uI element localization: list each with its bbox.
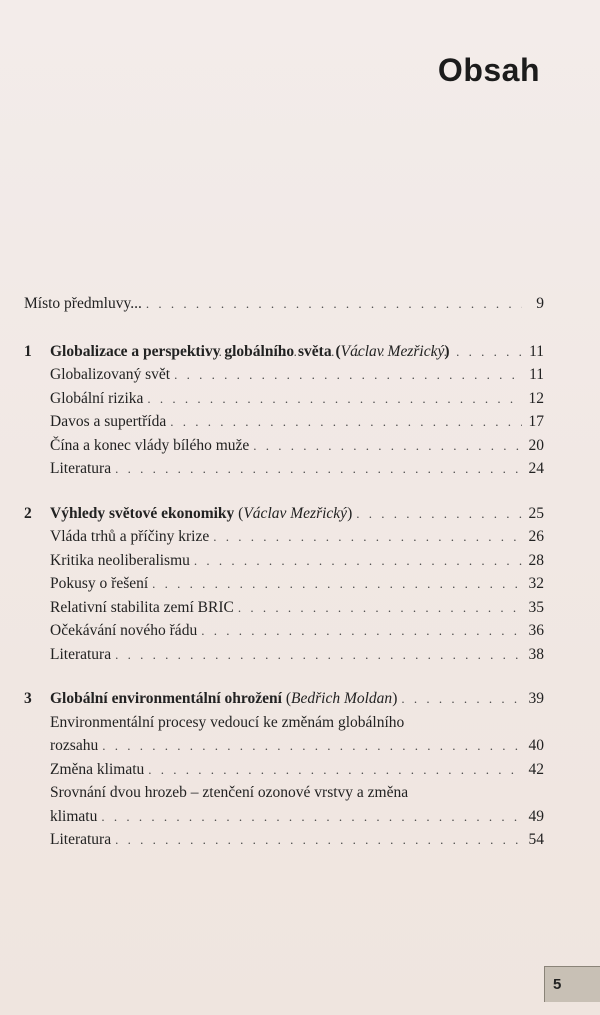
chapter-author: Bedřich Moldan bbox=[291, 690, 393, 707]
toc-page-number: 36 bbox=[528, 622, 544, 639]
dot-leader bbox=[146, 292, 522, 316]
dot-leader bbox=[253, 434, 522, 458]
toc-section[interactable] bbox=[50, 758, 544, 782]
page-title: Obsah bbox=[437, 52, 540, 88]
toc-section[interactable] bbox=[50, 781, 544, 828]
toc-section-label: Čína a konec vlády bílého muže bbox=[50, 436, 250, 454]
toc-section[interactable] bbox=[50, 643, 544, 667]
dot-leader bbox=[170, 410, 522, 434]
dot-leader bbox=[356, 502, 522, 526]
toc-entry-label: Místo předmluvy... bbox=[24, 295, 142, 312]
chapter-heading[interactable]: 2 Výhledy světové ekonomiky (Václav Mezřický) . . . 25 bbox=[24, 502, 544, 526]
toc-section[interactable] bbox=[50, 457, 544, 481]
toc-page-number: 11 bbox=[529, 342, 544, 360]
toc-section-label: Literatura bbox=[50, 645, 112, 663]
chapter-number: 1 bbox=[24, 342, 32, 360]
table-of-contents bbox=[24, 292, 544, 873]
toc-page-number: 32 bbox=[528, 575, 544, 592]
dot-leader bbox=[401, 687, 522, 711]
toc-section[interactable] bbox=[50, 387, 544, 411]
toc-page-number: 25 bbox=[528, 504, 544, 522]
dot-leader bbox=[148, 758, 522, 782]
toc-page-number: 42 bbox=[528, 760, 544, 778]
toc-section[interactable] bbox=[50, 549, 544, 573]
chapter-number: 2 bbox=[24, 504, 32, 522]
toc-section-label-line1: Srovnání dvou hrozeb – ztenčení ozonové vrstvy a změna bbox=[50, 784, 409, 801]
toc-chapter-2 bbox=[24, 502, 544, 667]
toc-page-number: 40 bbox=[528, 737, 544, 754]
toc-page-number: 20 bbox=[528, 436, 544, 454]
toc-page-number: 24 bbox=[528, 460, 544, 477]
dot-leader bbox=[152, 572, 522, 596]
toc-section[interactable] bbox=[50, 596, 544, 620]
toc-page-number: 39 bbox=[528, 690, 544, 707]
toc-page-number: 38 bbox=[528, 645, 544, 663]
section-list bbox=[50, 525, 544, 666]
toc-page-number: 35 bbox=[528, 598, 544, 616]
toc-page-number: 9 bbox=[536, 295, 544, 312]
toc-section[interactable] bbox=[50, 434, 544, 458]
dot-leader bbox=[102, 734, 522, 758]
dot-leader bbox=[238, 596, 522, 620]
toc-section-label: Literatura bbox=[50, 460, 112, 477]
toc-entry-preface[interactable] bbox=[24, 292, 544, 316]
toc-section[interactable] bbox=[50, 828, 544, 852]
toc-page-number: 54 bbox=[528, 831, 544, 848]
dot-leader bbox=[213, 525, 522, 549]
dot-leader bbox=[194, 549, 522, 573]
chapter-title: Globální environmentální ohrožení bbox=[50, 690, 282, 707]
chapter-heading[interactable]: 3 Globální environmentální ohrožení (Bedřich Moldan) . . . 39 bbox=[24, 687, 544, 711]
toc-section-label-line1: Environmentální procesy vedoucí ke změnám globálního bbox=[50, 713, 405, 731]
toc-section-label: rozsahu bbox=[50, 737, 99, 754]
toc-section-label: Globalizovaný svět bbox=[50, 366, 171, 383]
dot-leader bbox=[174, 363, 522, 387]
chapter-author: Václav Mezřický bbox=[243, 504, 348, 522]
toc-section[interactable] bbox=[50, 711, 544, 758]
dot-leader bbox=[147, 387, 522, 411]
toc-section-label: Globální rizika bbox=[50, 389, 144, 407]
dot-leader bbox=[115, 828, 522, 852]
toc-section-label: Změna klimatu bbox=[50, 760, 145, 778]
toc-chapter-1 bbox=[24, 340, 544, 481]
toc-section-label: Pokusy o řešení bbox=[50, 575, 149, 592]
chapter-heading[interactable]: 1 Globalizace a perspektivy globálního světa (Václav Mezřický) bbox=[24, 340, 544, 364]
toc-page-number: 49 bbox=[528, 807, 544, 825]
toc-section[interactable] bbox=[50, 525, 544, 549]
toc-page-number: 11 bbox=[529, 366, 544, 383]
toc-section-label: Davos a supertřída bbox=[50, 413, 167, 430]
dot-leader bbox=[115, 643, 522, 667]
chapter-title: Výhledy světové ekonomiky bbox=[50, 504, 235, 522]
toc-page-number: 17 bbox=[528, 413, 544, 430]
chapter-page-line bbox=[50, 340, 544, 364]
toc-section-label: Relativní stabilita zemí BRIC bbox=[50, 598, 234, 616]
toc-section-label: Kritika neoliberalismu bbox=[50, 551, 190, 569]
toc-section[interactable] bbox=[50, 410, 544, 434]
toc-page-number: 26 bbox=[528, 528, 544, 545]
section-list bbox=[50, 363, 544, 481]
toc-page-number: 12 bbox=[528, 389, 544, 407]
dot-leader bbox=[101, 805, 522, 829]
toc-section[interactable] bbox=[50, 363, 544, 387]
section-list bbox=[50, 711, 544, 852]
toc-section[interactable] bbox=[50, 619, 544, 643]
page-number-badge: 5 bbox=[544, 966, 600, 1002]
toc-section-label: Literatura bbox=[50, 831, 112, 848]
toc-section-label: klimatu bbox=[50, 807, 98, 825]
chapter-author: Václav Mezřický bbox=[340, 342, 445, 360]
toc-section-label: Vláda trhů a příčiny krize bbox=[50, 528, 210, 545]
toc-section-label: Očekávání nového řádu bbox=[50, 622, 198, 639]
toc-section[interactable] bbox=[50, 572, 544, 596]
chapter-number: 3 bbox=[24, 690, 32, 707]
dot-leader bbox=[115, 457, 522, 481]
dot-leader bbox=[201, 619, 522, 643]
toc-page-number: 28 bbox=[528, 551, 544, 569]
toc-chapter-3 bbox=[24, 687, 544, 852]
dot-leader bbox=[119, 340, 522, 364]
chapter-title: Globalizace a perspektivy globálního světa bbox=[50, 342, 332, 360]
